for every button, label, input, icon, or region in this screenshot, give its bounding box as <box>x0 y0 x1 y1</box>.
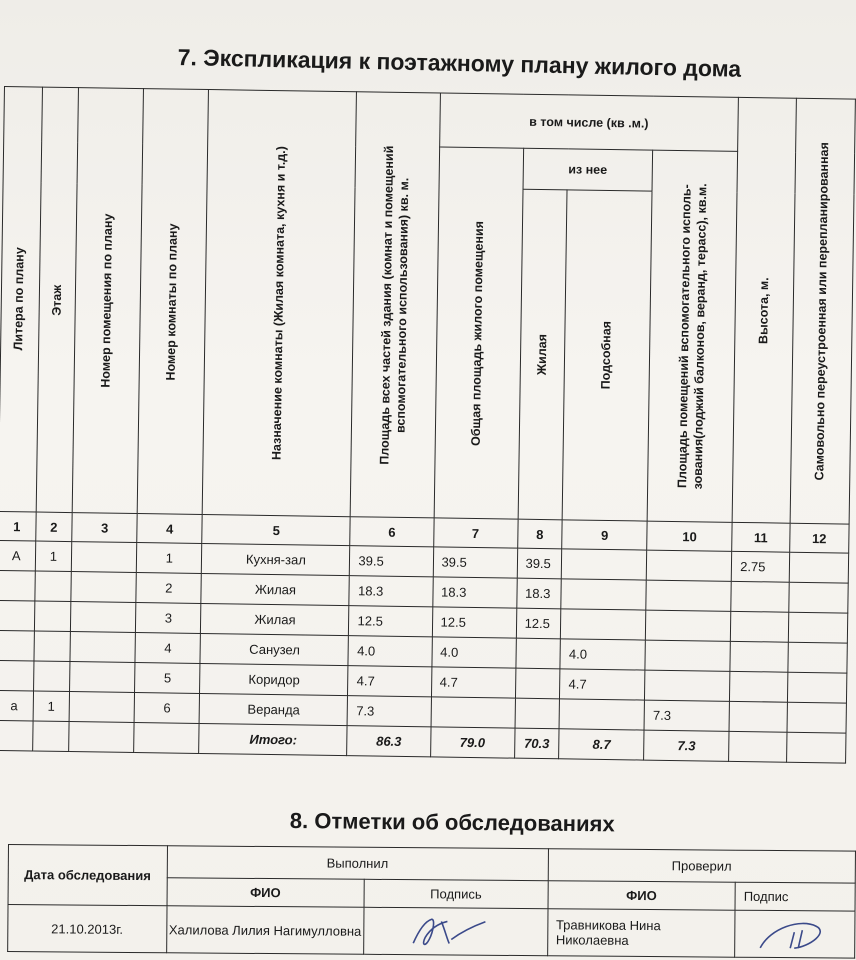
cell-room-name: Жилая <box>201 573 350 605</box>
header-height: Высота, м. <box>732 97 796 523</box>
cell-room-no: 2 <box>136 573 202 604</box>
cell-floor <box>34 601 71 632</box>
column-number: 5 <box>202 514 351 545</box>
cell-aux-use: 7.3 <box>644 700 729 731</box>
header-including: в том числе (кв .м.) <box>439 93 738 151</box>
cell-living <box>515 638 560 669</box>
header-checked: Проверил <box>548 849 856 883</box>
cell-aux-use <box>645 670 730 701</box>
cell-living <box>515 668 560 699</box>
cell-living-premise: 4.7 <box>431 667 515 698</box>
section7-title: 7. Экспликация к поэтажному плану жилого дома <box>177 44 742 82</box>
handwritten-signature-icon <box>740 912 850 957</box>
cell-premise-no <box>71 602 137 633</box>
cell-auxiliary <box>559 699 644 730</box>
cell-living: 18.3 <box>516 578 561 609</box>
header-living-premise: Общая площадь жилого помещения <box>434 147 524 519</box>
checker-name: Травникова Нина Николаевна <box>547 909 735 957</box>
explication-table-wrap <box>0 86 856 764</box>
cell-height <box>731 611 789 642</box>
cell-room-no: 4 <box>135 633 201 664</box>
column-number: 3 <box>72 513 137 543</box>
cell-room-no: 5 <box>135 663 201 694</box>
header-checker-signature: Подпис <box>735 882 855 911</box>
cell-auxiliary: 4.0 <box>560 639 645 670</box>
header-floor: Этаж <box>36 87 79 512</box>
cell-height <box>729 701 787 732</box>
cell-litera: а <box>0 690 33 721</box>
header-performer-fio: ФИО <box>167 878 365 908</box>
cell-area: 12.5 <box>349 606 432 637</box>
cell-height: 2.75 <box>731 551 789 582</box>
cell-unauthorized <box>789 582 849 613</box>
column-number: 6 <box>350 517 433 547</box>
cell-aux-use <box>646 580 731 611</box>
cell-living-premise: 18.3 <box>432 577 516 608</box>
total-label: Итого: <box>199 723 348 755</box>
total-auxiliary: 8.7 <box>559 729 644 760</box>
cell-room-name: Жилая <box>201 603 350 635</box>
header-room-no: Номер комнаты по плану <box>137 89 208 515</box>
header-performed: Выполнил <box>167 846 548 881</box>
cell-unauthorized <box>787 672 847 703</box>
cell-auxiliary <box>562 549 647 580</box>
cell-area: 4.7 <box>348 666 431 697</box>
cell-premise-no <box>69 692 135 723</box>
header-premise-no: Номер помещения по плану <box>72 88 143 514</box>
header-purpose: Назначение комнаты (Жилая комната, кухня и т.д.) <box>202 90 356 517</box>
cell-aux-use <box>646 550 731 581</box>
table-cell <box>32 721 69 752</box>
header-living: Жилая <box>518 189 568 519</box>
handwritten-signature-icon <box>395 909 515 954</box>
cell-unauthorized <box>789 552 849 583</box>
inspection-date: 21.10.2013г. <box>8 905 167 953</box>
cell-premise-no <box>71 572 137 603</box>
header-performer-signature: Подпись <box>364 879 548 908</box>
cell-area: 7.3 <box>348 696 431 727</box>
cell-litera: А <box>0 540 35 571</box>
header-of-which: из нее <box>523 148 653 191</box>
cell-living: 12.5 <box>516 608 561 639</box>
cell-unauthorized <box>788 612 848 643</box>
column-number: 1 <box>0 511 36 541</box>
cell-litera <box>0 630 34 661</box>
inspections-table-wrap <box>7 844 856 959</box>
cell-area: 39.5 <box>350 546 433 577</box>
inspections-table <box>7 844 856 959</box>
header-unauthorized: Самовольно переустроенная или перепланированная <box>790 98 856 524</box>
cell-room-name: Кухня-зал <box>202 543 351 575</box>
cell-area: 18.3 <box>349 576 432 607</box>
cell-floor <box>34 571 71 602</box>
cell-height <box>730 641 788 672</box>
header-litera: Литера по плану <box>0 87 42 513</box>
performer-name: Халилова Лилия Нагимулловна <box>166 906 364 955</box>
cell-living <box>515 698 560 729</box>
cell-litera <box>0 570 35 601</box>
cell-aux-use <box>646 610 731 641</box>
cell-area: 4.0 <box>348 636 431 667</box>
cell-living-premise <box>431 697 515 728</box>
table-cell <box>69 722 135 753</box>
cell-height <box>731 581 789 612</box>
header-date: Дата обследования <box>8 845 167 906</box>
column-number: 12 <box>789 523 849 553</box>
column-number: 9 <box>562 520 647 550</box>
explication-table <box>0 86 856 764</box>
cell-room-no: 6 <box>134 693 200 724</box>
cell-room-no: 3 <box>136 603 202 634</box>
header-auxiliary: Подсобная <box>562 190 652 521</box>
cell-living-premise: 12.5 <box>432 607 516 638</box>
cell-premise-no <box>70 632 136 663</box>
cell-floor: 1 <box>33 691 70 722</box>
column-number: 2 <box>35 512 72 542</box>
cell-living-premise: 4.0 <box>431 637 515 668</box>
table-cell <box>134 723 200 754</box>
cell-height <box>730 671 788 702</box>
cell-aux-use <box>645 640 730 671</box>
cell-room-name: Коридор <box>200 663 349 695</box>
column-number: 8 <box>517 519 562 549</box>
cell-unauthorized <box>787 702 847 733</box>
section8-title: 8. Отметки об обследованиях <box>289 808 615 837</box>
cell-premise-no <box>72 542 138 573</box>
cell-unauthorized <box>788 642 848 673</box>
header-aux-use: Площадь помещений вспомогательного исполь-зования(лоджий балконов, веранд, терасс), кв.м. <box>647 150 737 522</box>
table-cell <box>0 720 33 751</box>
cell-floor <box>33 661 70 692</box>
header-checker-fio: ФИО <box>548 881 736 910</box>
total-living: 70.3 <box>514 728 559 759</box>
column-number: 4 <box>137 514 202 544</box>
header-total-area: Площадь всех частей здания (комнат и помещений вспомогательного использования) кв. м. <box>351 92 440 518</box>
cell-litera <box>0 600 34 631</box>
total-area: 86.3 <box>347 726 430 757</box>
column-number: 7 <box>433 518 517 548</box>
total-aux-use: 7.3 <box>644 730 729 761</box>
cell-auxiliary <box>561 609 646 640</box>
column-number: 11 <box>732 522 790 552</box>
total-living-premise: 79.0 <box>430 727 514 758</box>
cell-living: 39.5 <box>517 548 562 579</box>
cell-litera <box>0 660 34 691</box>
cell-room-name: Веранда <box>199 693 348 725</box>
cell-auxiliary: 4.7 <box>560 669 645 700</box>
cell-floor <box>34 631 71 662</box>
performer-signature <box>364 907 548 955</box>
table-cell <box>786 732 846 763</box>
cell-living-premise: 39.5 <box>433 547 517 578</box>
column-number: 10 <box>647 521 732 551</box>
table-cell <box>729 731 787 762</box>
cell-room-no: 1 <box>137 543 203 574</box>
cell-floor: 1 <box>35 541 72 572</box>
cell-room-name: Санузел <box>200 633 349 665</box>
cell-premise-no <box>70 662 136 693</box>
checker-signature <box>735 910 855 958</box>
cell-auxiliary <box>561 579 646 610</box>
